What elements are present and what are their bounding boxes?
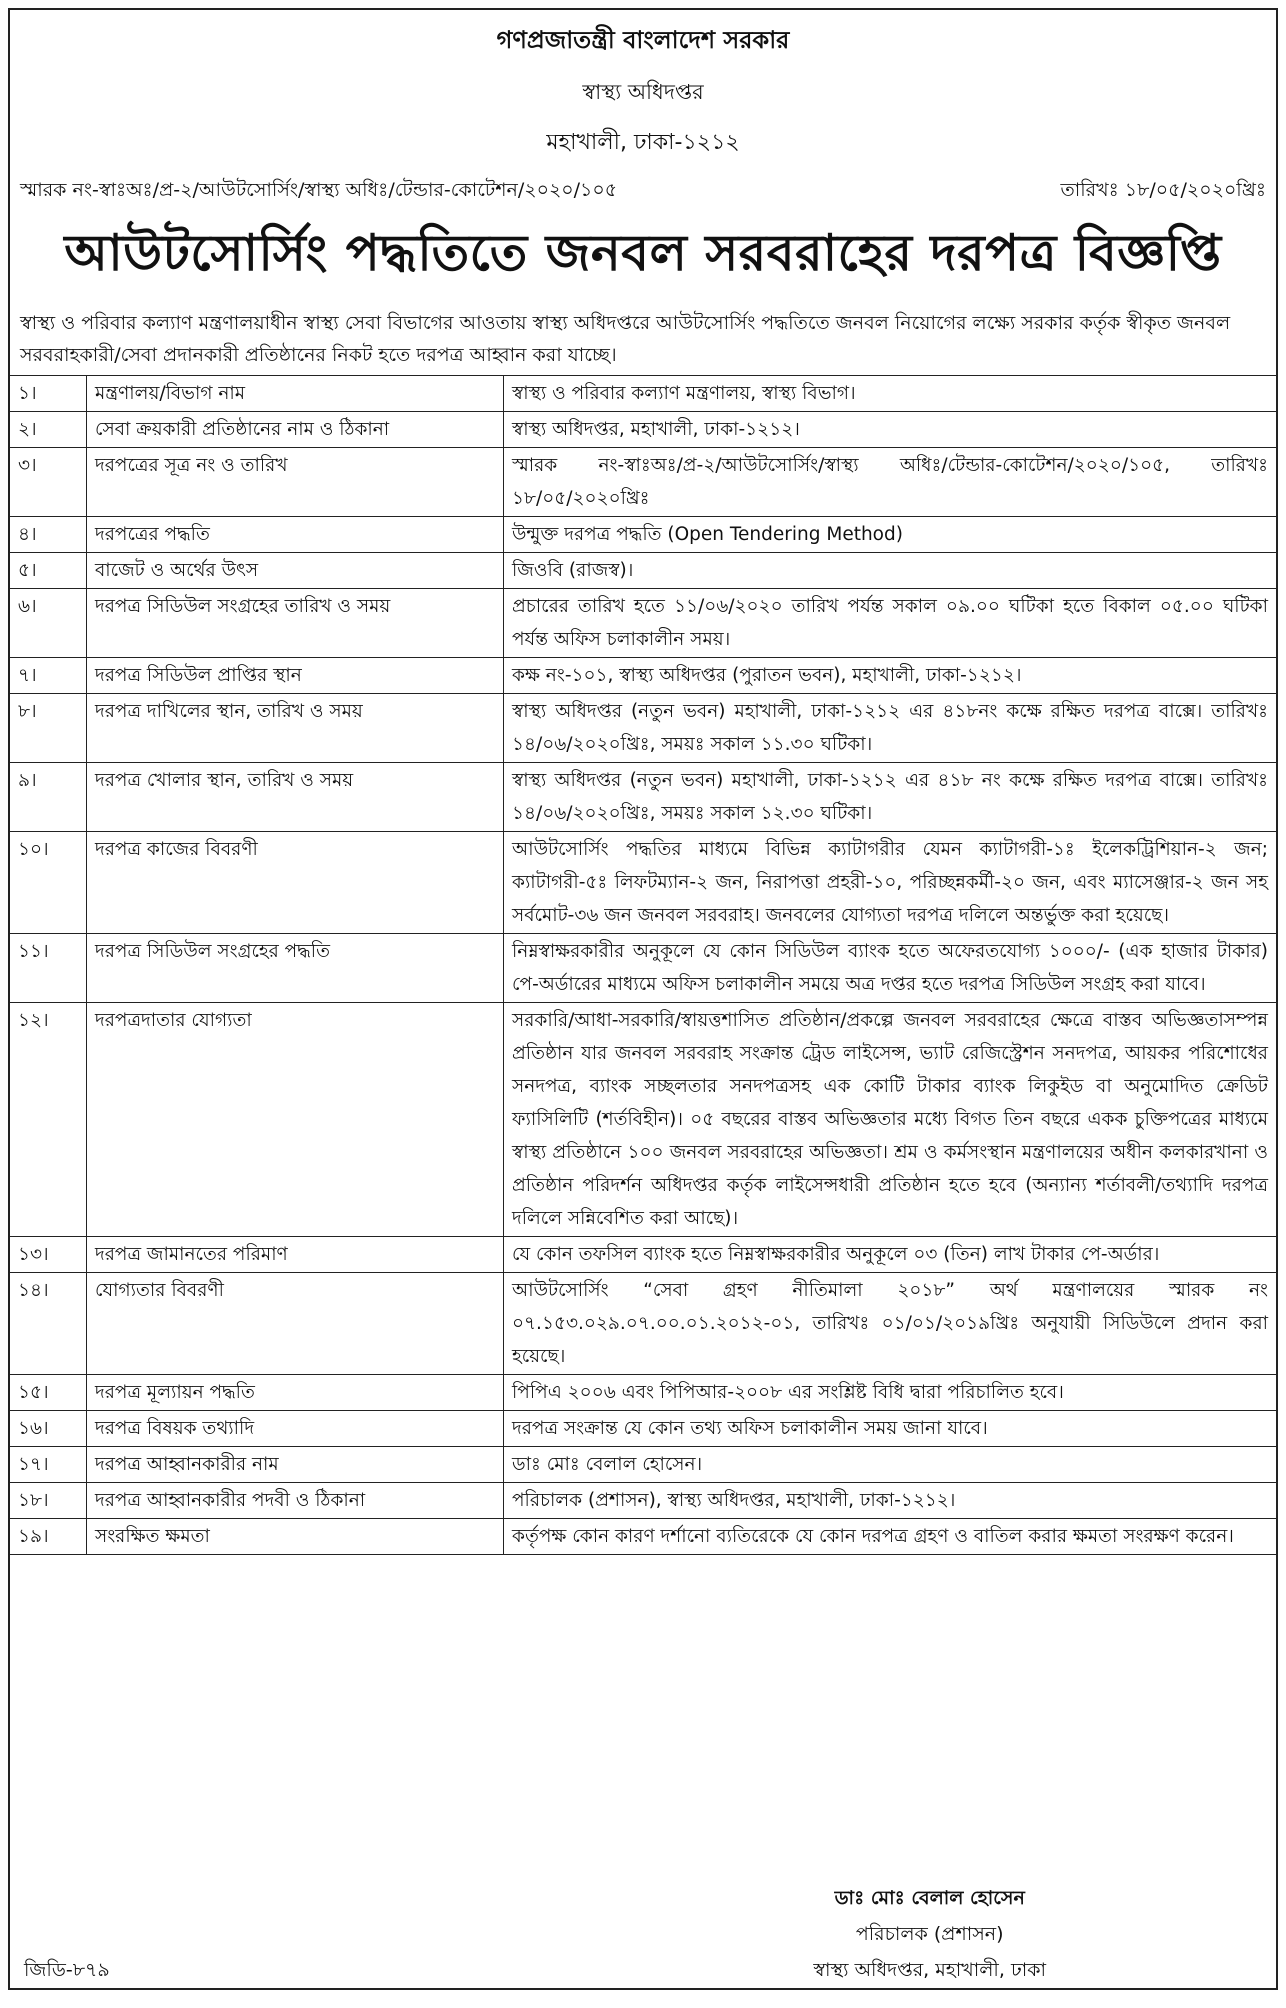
memo-line bbox=[10, 176, 1276, 208]
table-row bbox=[10, 412, 1276, 448]
row-item: বাজেট ও অর্থের উৎস bbox=[87, 553, 504, 589]
row-serial: ৪। bbox=[10, 517, 87, 553]
row-details: স্বাস্থ্য ও পরিবার কল্যাণ মন্ত্রণালয়, স্বাস্থ্য বিভাগ। bbox=[504, 376, 1277, 412]
table-row bbox=[10, 1273, 1276, 1375]
row-details: কর্তৃপক্ষ কোন কারণ দর্শানো ব্যতিরেকে যে কোন দরপত্র গ্রহণ ও বাতিল করার ক্ষমতা সংরক্ষণ করেন। bbox=[504, 1519, 1277, 1555]
row-details: উন্মুক্ত দরপত্র পদ্ধতি (Open Tendering Method) bbox=[504, 517, 1277, 553]
row-serial: ২। bbox=[10, 412, 87, 448]
signatory-office: স্বাস্থ্য অধিদপ্তর, মহাখালী, ঢাকা bbox=[813, 1959, 1046, 1981]
row-item: সেবা ক্রয়কারী প্রতিষ্ঠানের নাম ও ঠিকানা bbox=[87, 412, 504, 448]
table-row bbox=[10, 376, 1276, 412]
row-serial: ১৩। bbox=[10, 1237, 87, 1273]
row-details: আউটসোর্সিং “সেবা গ্রহণ নীতিমালা ২০১৮” অর্থ মন্ত্রণালয়ের স্মারক নং ০৭.১৫৩.০২৯.০৭.০০.০১.২০১২-০১, তারিখঃ ০১/০১/২০১৯খ্রিঃ অনুযায়ী সিডিউলে প্রদান করা হয়েছে। bbox=[504, 1273, 1277, 1375]
row-details: দরপত্র সংক্রান্ত যে কোন তথ্য অফিস চলাকালীন সময় জানা যাবে। bbox=[504, 1411, 1277, 1447]
tender-details-table bbox=[10, 375, 1276, 1555]
row-details: পিপিএ ২০০৬ এবং পিপিআর-২০০৮ এর সংশ্লিষ্ট বিধি দ্বারা পরিচালিত হবে। bbox=[504, 1375, 1277, 1411]
row-item: দরপত্র সিডিউল প্রাপ্তির স্থান bbox=[87, 658, 504, 694]
row-details: ডাঃ মোঃ বেলাল হোসেন। bbox=[504, 1447, 1277, 1483]
row-serial: ১৯। bbox=[10, 1519, 87, 1555]
table-row bbox=[10, 553, 1276, 589]
row-item: দরপত্র খোলার স্থান, তারিখ ও সময় bbox=[87, 763, 504, 832]
row-serial: ১৬। bbox=[10, 1411, 87, 1447]
table-row bbox=[10, 832, 1276, 934]
letterhead bbox=[10, 22, 1276, 162]
gd-code: জিডি-৮৭৯ bbox=[24, 1959, 110, 1981]
row-item: দরপত্র সিডিউল সংগ্রহের তারিখ ও সময় bbox=[87, 589, 504, 658]
row-details: কক্ষ নং-১০১, স্বাস্থ্য অধিদপ্তর (পুরাতন ভবন), মহাখালী, ঢাকা-১২১২। bbox=[504, 658, 1277, 694]
table-row bbox=[10, 763, 1276, 832]
row-item: দরপত্র কাজের বিবরণী bbox=[87, 832, 504, 934]
row-details: যে কোন তফসিল ব্যাংক হতে নিম্নস্বাক্ষরকারীর অনুকূলে ০৩ (তিন) লাখ টাকার পে-অর্ডার। bbox=[504, 1237, 1277, 1273]
row-serial: ১১। bbox=[10, 934, 87, 1003]
intro-paragraph: স্বাস্থ্য ও পরিবার কল্যাণ মন্ত্রণালয়াধীন স্বাস্থ্য সেবা বিভাগের আওতায় স্বাস্থ্য অধিদপ্তরে আউটসোর্সিং পদ্ধতিতে জনবল নিয়োগের লক্ষ্যে সরকার কর্তৃক স্বীকৃত জনবল সরবরাহকারী/সেবা প্রদানকারী প্রতিষ্ঠানের নিকট হতে দরপত্র আহ্বান করা যাচ্ছে। bbox=[20, 312, 1231, 366]
row-details: স্বাস্থ্য অধিদপ্তর (নতুন ভবন) মহাখালী, ঢাকা-১২১২ এর ৪১৮নং কক্ষে রক্ষিত দরপত্র বাক্সে। তারিখঃ ১৪/০৬/২০২০খ্রিঃ, সময়ঃ সকাল ১১.৩০ ঘটিকা। bbox=[504, 694, 1277, 763]
row-item: দরপত্র আহ্বানকারীর পদবী ও ঠিকানা bbox=[87, 1483, 504, 1519]
row-serial: ৬। bbox=[10, 589, 87, 658]
table-row bbox=[10, 694, 1276, 763]
memo-date: তারিখঃ ১৮/০৫/২০২০খ্রিঃ bbox=[1060, 179, 1266, 201]
department-name: স্বাস্থ্য অধিদপ্তর bbox=[582, 80, 704, 104]
table-row bbox=[10, 1447, 1276, 1483]
row-serial: ১৪। bbox=[10, 1273, 87, 1375]
government-name: গণপ্রজাতন্ত্রী বাংলাদেশ সরকার bbox=[496, 26, 790, 54]
row-item: দরপত্র সিডিউল সংগ্রহের পদ্ধতি bbox=[87, 934, 504, 1003]
row-item: দরপত্র বিষয়ক তথ্যাদি bbox=[87, 1411, 504, 1447]
table-row bbox=[10, 1375, 1276, 1411]
row-item: দরপত্র দাখিলের স্থান, তারিখ ও সময় bbox=[87, 694, 504, 763]
row-item: দরপত্রের সূত্র নং ও তারিখ bbox=[87, 448, 504, 517]
table-row bbox=[10, 448, 1276, 517]
table-row bbox=[10, 1519, 1276, 1555]
row-details: স্বাস্থ্য অধিদপ্তর, মহাখালী, ঢাকা-১২১২। bbox=[504, 412, 1277, 448]
row-item: যোগ্যতার বিবরণী bbox=[87, 1273, 504, 1375]
row-serial: ১৫। bbox=[10, 1375, 87, 1411]
table-row bbox=[10, 934, 1276, 1003]
table-row bbox=[10, 658, 1276, 694]
row-item: মন্ত্রণালয়/বিভাগ নাম bbox=[87, 376, 504, 412]
row-serial: ১৮। bbox=[10, 1483, 87, 1519]
row-serial: ৯। bbox=[10, 763, 87, 832]
row-serial: ১। bbox=[10, 376, 87, 412]
row-serial: ১২। bbox=[10, 1003, 87, 1237]
row-serial: ৭। bbox=[10, 658, 87, 694]
row-item: দরপত্রের পদ্ধতি bbox=[87, 517, 504, 553]
notice-title: আউটসোর্সিং পদ্ধতিতে জনবল সরবরাহের দরপত্র বিজ্ঞপ্তি bbox=[64, 224, 1222, 282]
table-row bbox=[10, 1483, 1276, 1519]
tender-notice bbox=[8, 8, 1278, 1990]
signatory-designation: পরিচালক (প্রশাসন) bbox=[855, 1923, 1004, 1945]
table-row bbox=[10, 1411, 1276, 1447]
table-row bbox=[10, 589, 1276, 658]
row-serial: ৩। bbox=[10, 448, 87, 517]
signature-block bbox=[813, 1880, 1046, 1988]
row-details: নিম্নস্বাক্ষরকারীর অনুকূলে যে কোন সিডিউল ব্যাংক হতে অফেরতযোগ্য ১০০০/- (এক হাজার টাকার) পে-অর্ডারের মাধ্যমে অফিস চলাকালীন সময়ে অত্র দপ্তর হতে দরপত্র সিডিউল সংগ্রহ করা যাবে। bbox=[504, 934, 1277, 1003]
table-row bbox=[10, 1237, 1276, 1273]
row-details: সরকারি/আধা-সরকারি/স্বায়ত্তশাসিত প্রতিষ্ঠান/প্রকল্পে জনবল সরবরাহের ক্ষেত্রে বাস্তব অভিজ্ঞতাসম্পন্ন প্রতিষ্ঠান যার জনবল সরবরাহ সংক্রান্ত ট্রেড লাইসেন্স, ভ্যাট রেজিস্ট্রেশন সনদপত্র, আয়কর পরিশোধের সনদপত্র, ব্যাংক সচ্ছলতার সনদপত্রসহ এক কোটি টাকার ব্যাংক লিকুইড বা অনুমোদিত ক্রেডিট ফ্যাসিলিটি (শর্তবিহীন)। ০৫ বছরের বাস্তব অভিজ্ঞতার মধ্যে বিগত তিন বছরে একক চুক্তিপত্রের মাধ্যমে স্বাস্থ্য প্রতিষ্ঠানে ১০০ জনবল সরবরাহের অভিজ্ঞতা। শ্রম ও কর্মসংস্থান মন্ত্রণালয়ের অধীন কলকারখানা ও প্রতিষ্ঠান পরিদর্শন অধিদপ্তর কর্তৃক লাইসেন্সধারী প্রতিষ্ঠান হতে হবে (অন্যান্য শর্তাবলী/তথ্যাদি দরপত্র দলিলে সন্নিবেশিত করা আছে)। bbox=[504, 1003, 1277, 1237]
signatory-name: ডাঃ মোঃ বেলাল হোসেন bbox=[834, 1887, 1025, 1909]
row-item: দরপত্রদাতার যোগ্যতা bbox=[87, 1003, 504, 1237]
row-serial: ৮। bbox=[10, 694, 87, 763]
row-item: দরপত্র মূল্যায়ন পদ্ধতি bbox=[87, 1375, 504, 1411]
row-serial: ১০। bbox=[10, 832, 87, 934]
table-row bbox=[10, 517, 1276, 553]
row-item: দরপত্র আহ্বানকারীর নাম bbox=[87, 1447, 504, 1483]
table-row bbox=[10, 1003, 1276, 1237]
row-item: দরপত্র জামানতের পরিমাণ bbox=[87, 1237, 504, 1273]
row-details: প্রচারের তারিখ হতে ১১/০৬/২০২০ তারিখ পর্যন্ত সকাল ০৯.০০ ঘটিকা হতে বিকাল ০৫.০০ ঘটিকা পর্যন্ত অফিস চলাকালীন সময়। bbox=[504, 589, 1277, 658]
row-details: স্বাস্থ্য অধিদপ্তর (নতুন ভবন) মহাখালী, ঢাকা-১২১২ এর ৪১৮ নং কক্ষে রক্ষিত দরপত্র বাক্সে। তারিখঃ ১৪/০৬/২০২০খ্রিঃ, সময়ঃ সকাল ১২.৩০ ঘটিকা। bbox=[504, 763, 1277, 832]
row-item: সংরক্ষিত ক্ষমতা bbox=[87, 1519, 504, 1555]
row-serial: ৫। bbox=[10, 553, 87, 589]
row-details: আউটসোর্সিং পদ্ধতির মাধ্যমে বিভিন্ন ক্যাটাগরীর যেমন ক্যাটাগরী-১ঃ ইলেকট্রিশিয়ান-২ জন; ক্যাটাগরী-৫ঃ লিফটম্যান-২ জন, নিরাপত্তা প্রহরী-১০, পরিচ্ছন্নকর্মী-২০ জন, এবং ম্যাসেঞ্জার-২ জন সহ সর্বমোট-৩৬ জন জনবল সরবরাহ। জনবলের যোগ্যতা দরপত্র দলিলে অন্তর্ভুক্ত করা হয়েছে। bbox=[504, 832, 1277, 934]
office-address: মহাখালী, ঢাকা-১২১২ bbox=[546, 130, 740, 155]
row-details: পরিচালক (প্রশাসন), স্বাস্থ্য অধিদপ্তর, মহাখালী, ঢাকা-১২১২। bbox=[504, 1483, 1277, 1519]
row-serial: ১৭। bbox=[10, 1447, 87, 1483]
memo-reference: স্মারক নং-স্বাঃঅঃ/প্র-২/আউটসোর্সিং/স্বাস্থ্য অধিঃ/টেন্ডার-কোটেশন/২০২০/১০৫ bbox=[20, 179, 618, 201]
row-details: স্মারক নং-স্বাঃঅঃ/প্র-২/আউটসোর্সিং/স্বাস্থ্য অধিঃ/টেন্ডার-কোটেশন/২০২০/১০৫, তারিখঃ ১৮/০৫/২০২০খ্রিঃ bbox=[504, 448, 1277, 517]
row-details: জিওবি (রাজস্ব)। bbox=[504, 553, 1277, 589]
